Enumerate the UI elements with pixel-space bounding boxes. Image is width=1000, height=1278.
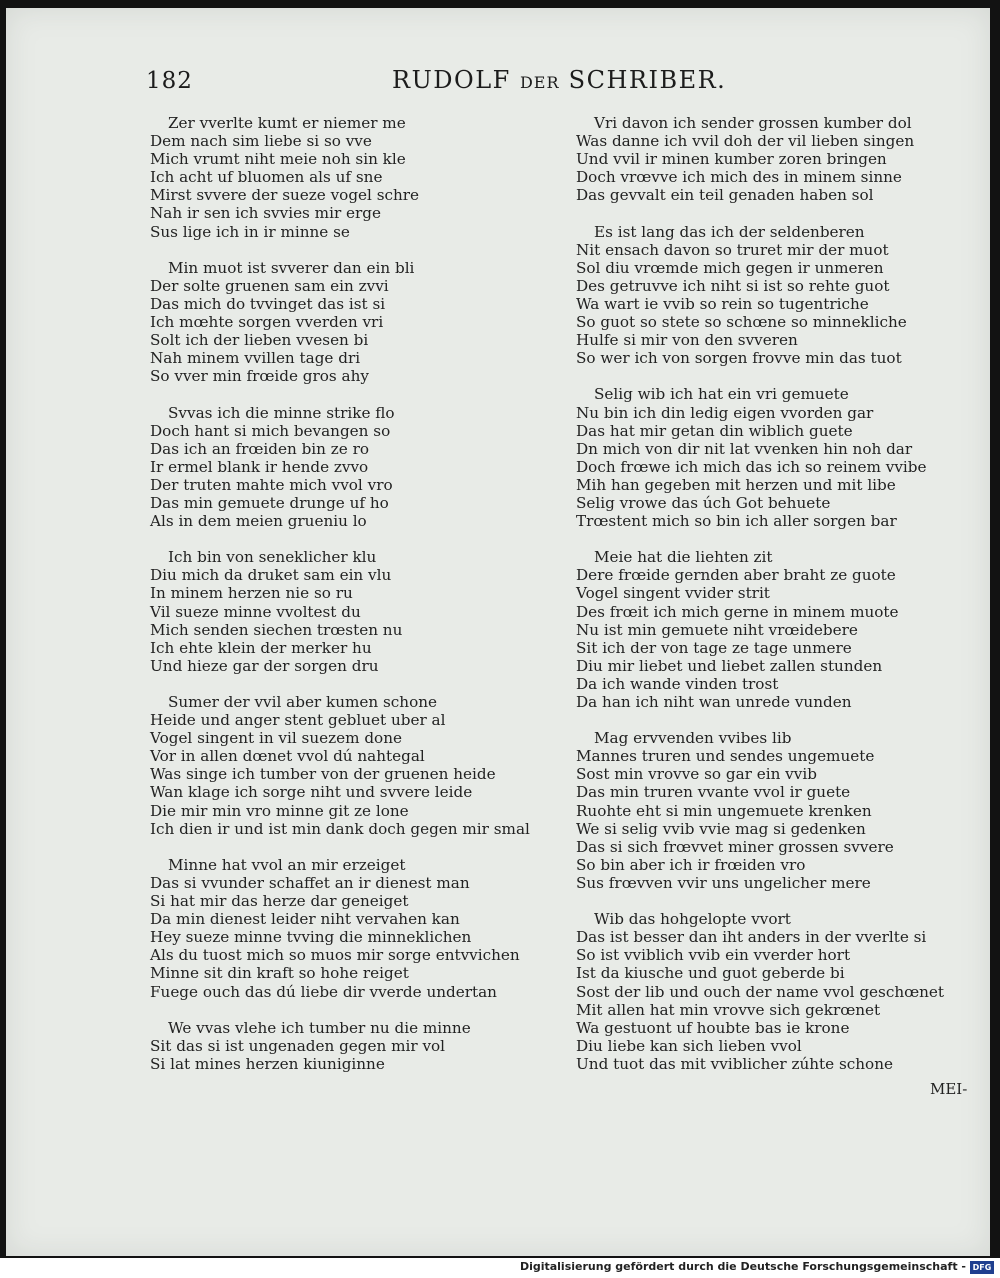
verse-line: Mich senden siechen trœsten nu bbox=[150, 620, 403, 639]
running-head-end: SCHRIBER. bbox=[568, 66, 727, 94]
verse-line: Wa gestuont uf houbte bas ie krone bbox=[576, 1018, 850, 1037]
stanza bbox=[576, 729, 956, 892]
verse-line: Das min truren vvante vvol ir guete bbox=[576, 783, 851, 802]
verse-line: Trœstent mich so bin ich aller sorgen bar bbox=[576, 512, 897, 531]
verse-line: Vil sueze minne vvoltest du bbox=[150, 602, 361, 621]
page-number: 182 bbox=[146, 68, 193, 94]
verse-line: Sost der lib und ouch der name vvol geschœnet bbox=[576, 982, 945, 1001]
verse-line: Meie hat die liehten zit bbox=[594, 548, 773, 567]
verse-line: Wib das hohgelopte vvort bbox=[594, 910, 791, 929]
stanza bbox=[576, 910, 956, 1073]
verse-line: Mirst svvere der sueze vogel schre bbox=[150, 186, 420, 205]
verse-line: Sus lige ich in ir minne se bbox=[150, 222, 350, 241]
verse-line: Nit ensach davon so truret mir der muot bbox=[576, 240, 889, 259]
verse-line: Da min dienest leider niht vervahen kan bbox=[150, 910, 460, 929]
verse-line: Wa wart ie vvib so rein so tugentriche bbox=[576, 294, 869, 313]
right-text-column bbox=[576, 114, 956, 1091]
verse-line: Vor in allen dœnet vvol dú nahtegal bbox=[150, 747, 425, 766]
verse-line: Ich bin von seneklicher klu bbox=[168, 548, 377, 567]
verse-line: Ruohte eht si min ungemuete krenken bbox=[576, 801, 872, 820]
verse-line: Solt ich der lieben vvesen bi bbox=[150, 331, 369, 350]
verse-line: Mag ervvenden vvibes lib bbox=[594, 729, 792, 748]
verse-line: Mich vrumt niht meie noh sin kle bbox=[150, 150, 406, 169]
verse-line: Das ich an frœiden bin ze ro bbox=[150, 439, 369, 458]
verse-line: Sit das si ist ungenaden gegen mir vol bbox=[150, 1036, 446, 1055]
verse-line: Dere frœide gernden aber braht ze guote bbox=[576, 566, 896, 585]
dfg-logo: DFG bbox=[970, 1261, 994, 1274]
verse-line: Si lat mines herzen kiuniginne bbox=[150, 1054, 385, 1073]
verse-line: In minem herzen nie so ru bbox=[150, 584, 353, 603]
verse-line: Diu mir liebet und liebet zallen stunden bbox=[576, 656, 883, 675]
verse-line: Ir ermel blank ir hende zvvo bbox=[150, 457, 369, 476]
verse-line: Mih han gegeben mit herzen und mit libe bbox=[576, 475, 896, 494]
verse-line: Ich acht uf bluomen als uf sne bbox=[150, 168, 383, 187]
stanza bbox=[150, 1019, 550, 1073]
verse-line: Ich dien ir und ist min dank doch gegen mir smal bbox=[150, 819, 530, 838]
stanza bbox=[576, 385, 956, 530]
verse-line: Das gevvalt ein teil genaden haben sol bbox=[576, 186, 874, 205]
running-head-name: RUDOLF bbox=[392, 66, 511, 94]
verse-line: Die mir min vro minne git ze lone bbox=[150, 801, 409, 820]
verse-line: So wer ich von sorgen frovve min das tuot bbox=[576, 349, 902, 368]
verse-line: Nu bin ich din ledig eigen vvorden gar bbox=[576, 403, 874, 422]
verse-line: We vvas vlehe ich tumber nu die minne bbox=[168, 1018, 471, 1037]
verse-line: Nah ir sen ich svvies mir erge bbox=[150, 204, 381, 223]
verse-line: Sus frœvven vvir uns ungelicher mere bbox=[576, 873, 871, 892]
verse-line: Vogel singent vvider strit bbox=[576, 584, 770, 603]
verse-line: Das min gemuete drunge uf ho bbox=[150, 493, 389, 512]
verse-line: Da ich wande vinden trost bbox=[576, 674, 779, 693]
verse-line: So vver min frœide gros ahy bbox=[150, 367, 369, 386]
stanza bbox=[150, 856, 550, 1001]
verse-line: Mannes truren und sendes ungemuete bbox=[576, 747, 875, 766]
verse-line: Mit allen hat min vrovve sich gekrœnet bbox=[576, 1000, 881, 1019]
verse-line: Selig vrowe das úch Got behuete bbox=[576, 493, 831, 512]
verse-line: Nu ist min gemuete niht vrœidebere bbox=[576, 620, 858, 639]
verse-line: Hey sueze minne tvving die minneklichen bbox=[150, 928, 472, 947]
verse-line: Wan klage ich sorge niht und svvere leide bbox=[150, 783, 473, 802]
verse-line: Hulfe si mir von den svveren bbox=[576, 331, 798, 350]
verse-line: Doch frœwe ich mich das ich so reinem vvibe bbox=[576, 457, 927, 476]
verse-line: Und tuot das mit vviblicher zúhte schone bbox=[576, 1054, 893, 1073]
verse-line: Und hieze gar der sorgen dru bbox=[150, 656, 379, 675]
verse-line: Selig wib ich hat ein vri gemuete bbox=[594, 385, 849, 404]
verse-line: Das mich do tvvinget das ist si bbox=[150, 294, 386, 313]
verse-line: Als du tuost mich so muos mir sorge entvvichen bbox=[150, 946, 520, 965]
verse-line: Sumer der vvil aber kumen schone bbox=[168, 693, 437, 711]
verse-line: Min muot ist svverer dan ein bli bbox=[168, 258, 415, 277]
verse-line: Nah minem vvillen tage dri bbox=[150, 349, 361, 368]
verse-line: Ist da kiusche und guot geberde bi bbox=[576, 964, 845, 983]
running-head bbox=[392, 66, 726, 94]
verse-line: Minne sit din kraft so hohe reiget bbox=[150, 964, 409, 983]
verse-line: Es ist lang das ich der seldenberen bbox=[594, 222, 865, 241]
running-head-small: DER bbox=[519, 73, 560, 92]
verse-line: Si hat mir das herze dar geneiget bbox=[150, 892, 409, 911]
verse-line: Sit ich der von tage ze tage unmere bbox=[576, 638, 852, 657]
verse-line: Das si vvunder schaffet an ir dienest man bbox=[150, 873, 470, 892]
verse-line: Diu mich da druket sam ein vlu bbox=[150, 566, 392, 585]
verse-line: Dem nach sim liebe si so vve bbox=[150, 132, 372, 151]
verse-line: Fuege ouch das dú liebe dir vverde undertan bbox=[150, 982, 497, 1001]
verse-line: Vogel singent in vil suezem done bbox=[150, 729, 402, 748]
stanza bbox=[576, 223, 956, 368]
verse-line: Doch vrœvve ich mich des in minem sinne bbox=[576, 168, 902, 187]
verse-line: Vri davon ich sender grossen kumber dol bbox=[594, 114, 912, 132]
book-page bbox=[6, 8, 990, 1256]
verse-line: Sost min vrovve so gar ein vvib bbox=[576, 765, 817, 784]
verse-line: Das hat mir getan din wiblich guete bbox=[576, 421, 853, 440]
verse-line: Der truten mahte mich vvol vro bbox=[150, 475, 393, 494]
stanza bbox=[576, 114, 956, 204]
verse-line: Dn mich von dir nit lat vvenken hin noh dar bbox=[576, 439, 913, 458]
verse-line: So ist vviblich vvib ein vverder hort bbox=[576, 946, 851, 965]
verse-line: Ich mœhte sorgen vverden vri bbox=[150, 313, 384, 332]
verse-line: Heide und anger stent gebluet uber al bbox=[150, 711, 446, 730]
verse-line: Des frœit ich mich gerne in minem muote bbox=[576, 602, 899, 621]
verse-line: So guot so stete so schœne so minnekliche bbox=[576, 313, 907, 332]
verse-line: Zer vverlte kumt er niemer me bbox=[168, 114, 406, 132]
verse-line: Da han ich niht wan unrede vunden bbox=[576, 693, 852, 711]
verse-line: Als in dem meien grueniu lo bbox=[150, 512, 367, 531]
verse-line: Sol diu vrœmde mich gegen ir unmeren bbox=[576, 258, 884, 277]
verse-line: We si selig vvib vvie mag si gedenken bbox=[576, 819, 866, 838]
stanza bbox=[576, 548, 956, 711]
verse-line: Das ist besser dan iht anders in der vverlte si bbox=[576, 928, 927, 947]
stanza bbox=[150, 548, 550, 675]
verse-line: Und vvil ir minen kumber zoren bringen bbox=[576, 150, 887, 169]
stanza bbox=[150, 693, 550, 838]
page-header bbox=[146, 66, 746, 100]
left-text-column bbox=[150, 114, 550, 1091]
verse-line: Des getruvve ich niht si ist so rehte guot bbox=[576, 276, 890, 295]
verse-line: Ich ehte klein der merker hu bbox=[150, 638, 372, 657]
verse-line: Was singe ich tumber von der gruenen heide bbox=[150, 765, 496, 784]
verse-line: Was danne ich vvil doh der vil lieben singen bbox=[576, 132, 915, 151]
stanza bbox=[150, 259, 550, 386]
stanza bbox=[150, 114, 550, 241]
verse-line: Svvas ich die minne strike flo bbox=[168, 403, 395, 422]
verse-line: Minne hat vvol an mir erzeiget bbox=[168, 855, 406, 874]
funding-notice: Digitalisierung gefördert durch die Deutsche Forschungsgemeinschaft - bbox=[519, 1260, 966, 1273]
verse-line: Diu liebe kan sich lieben vvol bbox=[576, 1036, 802, 1055]
verse-line: Der solte gruenen sam ein zvvi bbox=[150, 276, 389, 295]
stanza bbox=[150, 404, 550, 531]
verse-line: So bin aber ich ir frœiden vro bbox=[576, 855, 806, 874]
verse-line: Das si sich frœvvet miner grossen svvere bbox=[576, 837, 894, 856]
verse-line: Doch hant si mich bevangen so bbox=[150, 421, 391, 440]
footer-bar bbox=[0, 1258, 1000, 1278]
catchword: MEI- bbox=[930, 1080, 968, 1098]
